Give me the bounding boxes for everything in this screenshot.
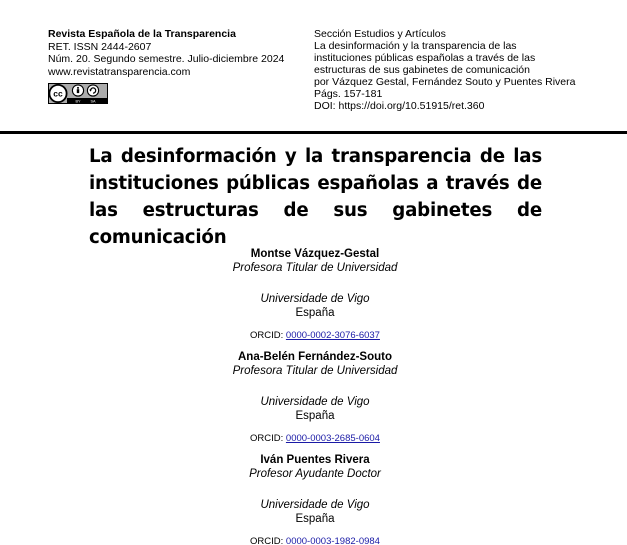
journal-info — [48, 28, 308, 104]
orcid-link[interactable]: 0000-0003-1982-0984 — [285, 536, 380, 545]
author-name: Montse Vázquez-Gestal — [250, 248, 380, 260]
author-country: España — [295, 410, 335, 422]
author-block — [160, 350, 470, 453]
author-role: Profesora Titular de Universidad — [232, 365, 398, 377]
header-divider — [0, 131, 627, 134]
journal-website[interactable]: www.revistatransparencia.com — [48, 65, 191, 78]
cc-by-label: BY — [75, 99, 81, 104]
author-name: Iván Puentes Rivera — [260, 454, 370, 466]
orcid-label: ORCID: — [250, 433, 284, 444]
cc-sa-label: SA — [90, 99, 96, 104]
author-university: Universidade de Vigo — [260, 499, 370, 511]
orcid-link[interactable]: 0000-0003-2685-0604 — [285, 433, 380, 444]
orcid-label: ORCID: — [250, 330, 284, 341]
cc-by-sa-icon[interactable] — [48, 83, 108, 104]
article-meta — [314, 28, 604, 112]
article-title: La desinformación y la transparencia de las instituciones públicas españolas a través de las estructuras de sus gabinetes de comunicación — [89, 146, 542, 248]
author-orcid — [160, 536, 470, 545]
author-orcid — [160, 433, 470, 445]
author-orcid — [160, 330, 470, 342]
author-list — [160, 247, 470, 545]
article-pages: Págs. 157-181 — [314, 88, 383, 100]
orcid-link[interactable]: 0000-0002-3076-6037 — [285, 330, 380, 341]
article-doi[interactable]: DOI: https://doi.org/10.51915/ret.360 — [314, 100, 485, 112]
author-university: Universidade de Vigo — [260, 293, 370, 305]
author-role: Profesora Titular de Universidad — [232, 262, 398, 274]
author-block — [160, 247, 470, 350]
article-title-short-line: instituciones públicas españolas a través de las — [314, 52, 536, 64]
journal-issue: Núm. 20. Segundo semestre. Julio-diciembre 2024 — [48, 53, 285, 65]
author-block — [160, 453, 470, 545]
author-role: Profesor Ayudante Doctor — [249, 468, 381, 480]
article-authors-byline: por Vázquez Gestal, Fernández Souto y Puentes Rivera — [314, 76, 576, 88]
journal-issn: RET. ISSN 2444-2607 — [48, 40, 152, 53]
author-country: España — [295, 307, 335, 319]
article-title-short-line: La desinformación y la transparencia de las — [314, 40, 517, 52]
svg-text:cc: cc — [53, 88, 63, 99]
author-university: Universidade de Vigo — [260, 396, 370, 408]
section-label: Sección Estudios y Artículos — [314, 28, 446, 40]
orcid-label: ORCID: — [250, 536, 284, 545]
article-title-short-line: estructuras de sus gabinetes de comunicación — [314, 64, 530, 76]
author-country: España — [295, 513, 335, 525]
author-name: Ana-Belén Fernández-Souto — [238, 351, 392, 363]
journal-name: Revista Española de la Transparencia — [48, 28, 236, 40]
